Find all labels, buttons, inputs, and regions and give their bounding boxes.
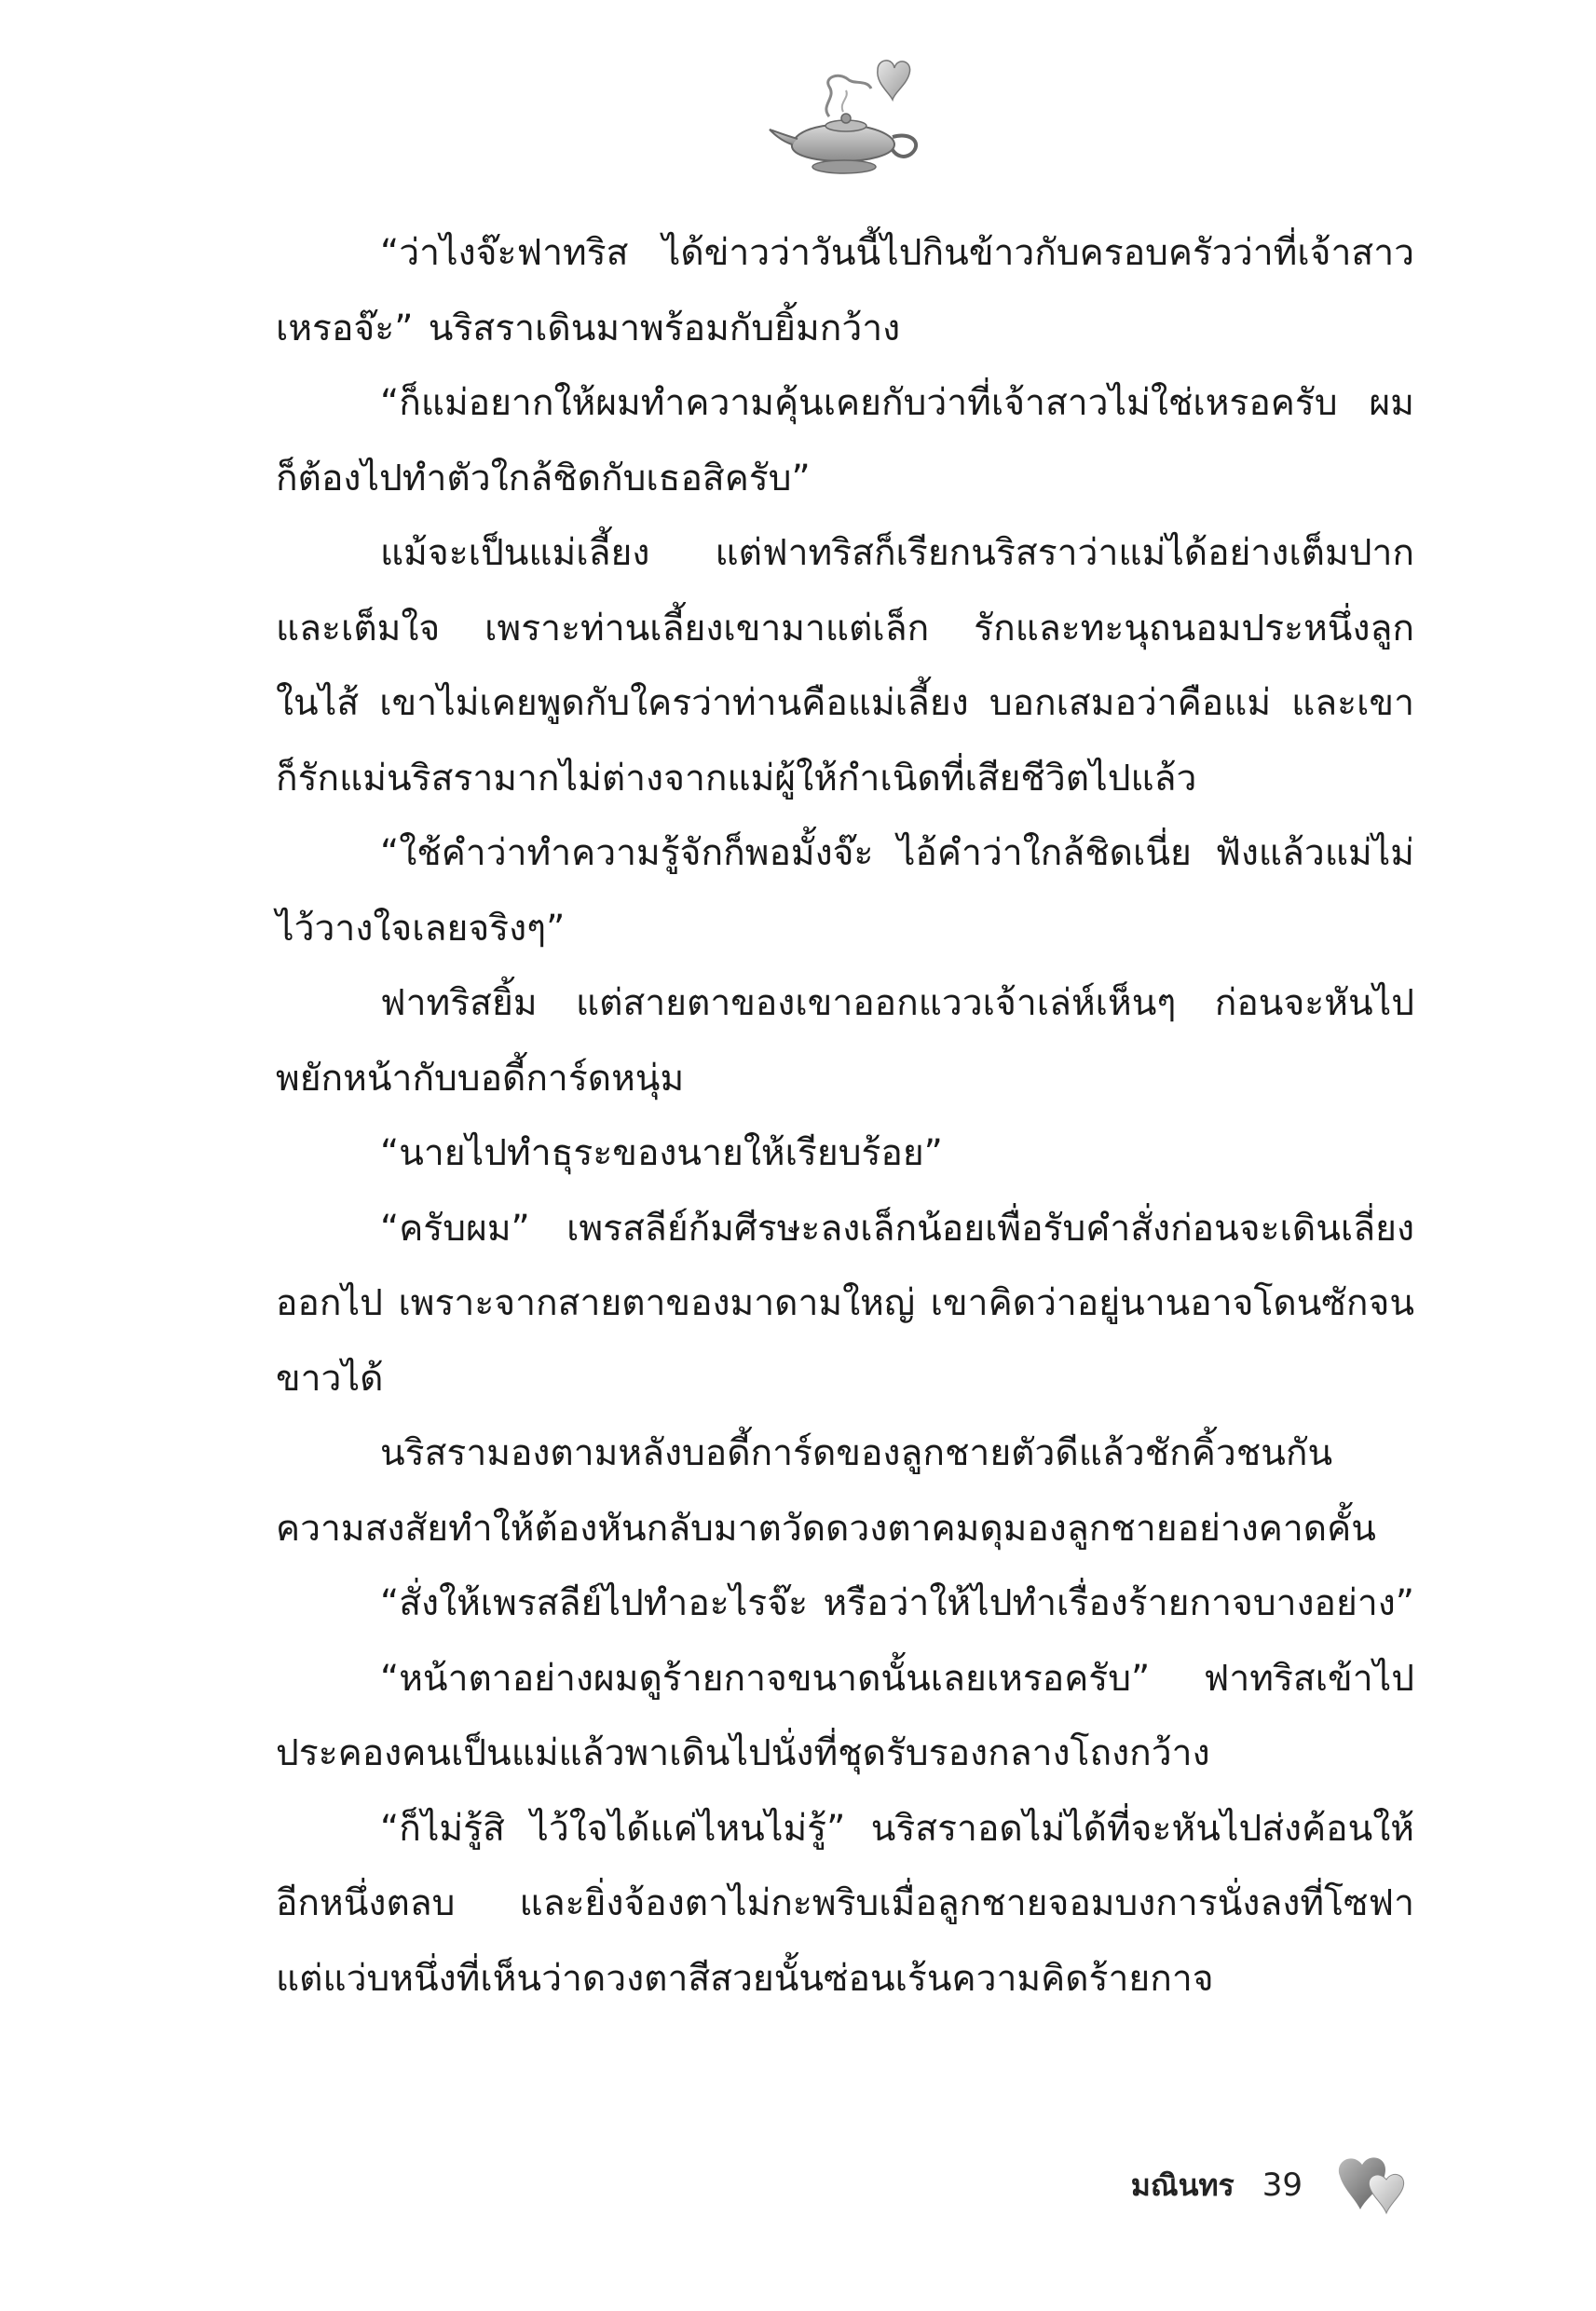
- paragraph: “หน้าตาอย่างผมดูร้ายกาจขนาดนั้นเลยเหรอครับ” ฟาทริสเข้าไปประคองคนเป็นแม่แล้วพาเดินไปนั่งที่ชุดรับรองกลางโถงกว้าง: [276, 1657, 1414, 1774]
- paragraph: “ครับผม” เพรสลีย์ก้มศีรษะลงเล็กน้อยเพื่อรับคำสั่งก่อนจะเดินเลี่ยงออกไป เพราะจากสายตาของมาดามใหญ่ เขาคิดว่าอยู่นานอาจโดนซักจนขาวได้: [276, 1207, 1414, 1400]
- paragraph: “ใช้คำว่าทำความรู้จักก็พอมั้งจ๊ะ ไอ้คำว่าใกล้ชิดเนี่ย ฟังแล้วแม่ไม่ไว้วางใจเลยจริงๆ”: [276, 832, 1414, 950]
- paragraph: นริสรามองตามหลังบอดี้การ์ดของลูกชายตัวดีแล้วชักคิ้วชนกัน ความสงสัยทำให้ต้องหันกลับมาตวัดดวงตาคมดุมองลูกชายอย่างคาดคั้น: [276, 1432, 1376, 1550]
- footer-author: มณินทร: [1130, 2167, 1235, 2203]
- paragraph: “สั่งให้เพรสลีย์ไปทำอะไรจ๊ะ หรือว่าให้ไปทำเรื่องร้ายกาจบางอย่าง”: [380, 1582, 1414, 1624]
- paragraph: ฟาทริสยิ้ม แต่สายตาของเขาออกแววเจ้าเล่ห์เห็นๆ ก่อนจะหันไปพยักหน้ากับบอดี้การ์ดหนุ่ม: [276, 982, 1414, 1100]
- page-body: [276, 216, 1414, 2017]
- hearts-icon: [1330, 2148, 1419, 2222]
- paragraph: “ว่าไงจ๊ะฟาทริส ได้ข่าวว่าวันนี้ไปกินข้าวกับครอบครัวว่าที่เจ้าสาวเหรอจ๊ะ” นริสราเดินมาพร้อมกับยิ้มกว้าง: [276, 232, 1414, 349]
- lamp-with-hearts-icon: [764, 51, 932, 177]
- paragraph: “ก็แม่อยากให้ผมทำความคุ้นเคยกับว่าที่เจ้าสาวไม่ใช่เหรอครับ ผมก็ต้องไปทำตัวใกล้ชิดกับเธอสิครับ”: [276, 382, 1414, 499]
- paragraph: “ก็ไม่รู้สิ ไว้ใจได้แค่ไหนไม่รู้” นริสราอดไม่ได้ที่จะหันไปส่งค้อนให้อีกหนึ่งตลบ และยิ่งจ้องตาไม่กะพริบเมื่อลูกชายจอมบงการนั่งลงที่โซฟา แต่แว่บหนึ่งที่เห็นว่าดวงตาสีสวยนั้นซ่อนเร้นความคิดร้ายกาจ: [276, 1807, 1414, 2000]
- paragraph: แม้จะเป็นแม่เลี้ยง แต่ฟาทริสก็เรียกนริสราว่าแม่ได้อย่างเต็มปากและเต็มใจ เพราะท่านเลี้ยงเขามาแต่เล็ก รักและทะนุถนอมประหนึ่งลูกในไส้ เขาไม่เคยพูดกับใครว่าท่านคือแม่เลี้ยง บอกเสมอว่าคือแม่ และเขาก็รักแม่นริสรามากไม่ต่างจากแม่ผู้ให้กำเนิดที่เสียชีวิตไปแล้ว: [276, 532, 1414, 800]
- page-number: 39: [1262, 2167, 1303, 2204]
- paragraph: “นายไปทำธุระของนายให้เรียบร้อย”: [380, 1132, 943, 1174]
- page-footer: [1131, 2148, 1419, 2222]
